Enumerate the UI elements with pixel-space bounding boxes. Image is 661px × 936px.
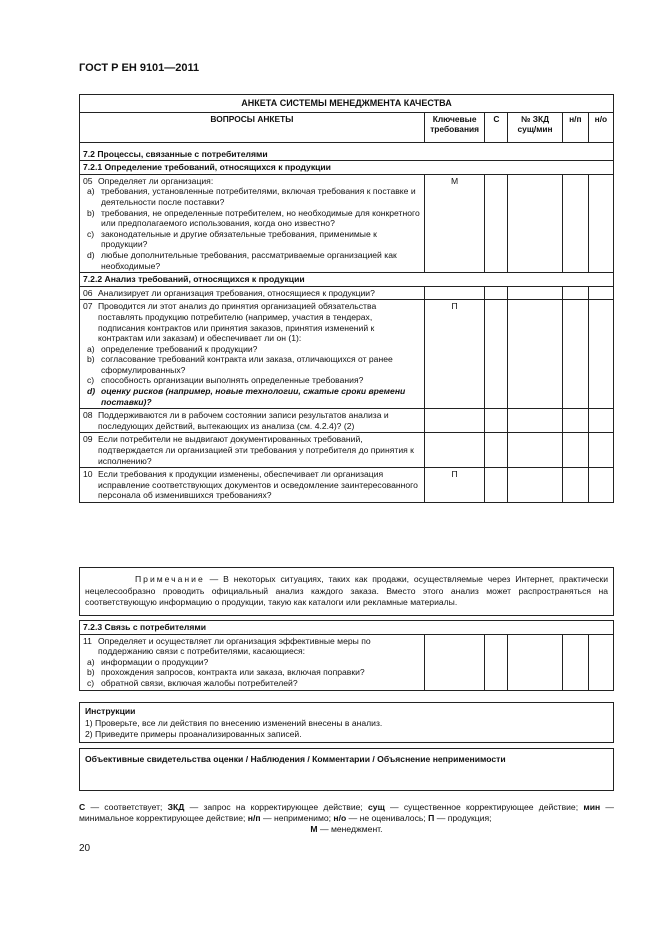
legend-text: — не оценивалось; [346,813,429,823]
np-cell[interactable] [562,409,588,433]
question-number: 06 [83,287,93,298]
question-cell [80,286,425,300]
questionnaire-table [79,94,614,503]
question-text: Поддерживаются ли в рабочем состоянии записи результатов анализа и последующих действий, вытекающих из анализа (см. 4.2.4)? (2) [98,410,389,431]
instructions-title: Инструкции [85,706,136,716]
item-label: d) [87,249,95,260]
evidence-title: Объективные свидетельства оценки / Наблюдения / Комментарии / Объяснение неприменимости [85,754,506,764]
key-requirement-cell: М [424,174,485,272]
instruction-item: 2) Приведите примеры проанализированных записей. [85,729,302,739]
item-label: a) [87,656,95,667]
zkd-cell[interactable] [508,286,562,300]
item-text: согласование требований контракта или заказа, отличающихся от ранее сформулированных? [101,354,393,375]
item-text: требования, установленные потребителями, включая требования к поставке и деятельности после поставки? [101,186,416,207]
question-number: 07 [83,301,93,312]
key-requirement-cell: П [424,300,485,409]
zkd-cell[interactable] [508,634,562,690]
item-text: определение требований к продукции? [101,343,258,354]
table-row [80,174,614,272]
zkd-cell[interactable] [508,409,562,433]
question-number: 11 [83,635,92,646]
section-heading: 7.2.3 Связь с потребителями [80,621,614,635]
question-text: Если требования к продукции изменены, обеспечивает ли организация исправление соответствующих документов и осведомление заинтересованного персонала об изменившихся требованиях? [98,469,418,501]
legend-text: — запрос на корректирующее действие; [184,802,369,812]
question-cell [80,174,425,272]
section-heading: 7.2.1 Определение требований, относящихся к продукции [80,161,614,175]
c-cell[interactable] [485,286,508,300]
section-heading: 7.2 Процессы, связанные с потребителями [80,142,614,161]
legend-text: — соответствует; [85,802,168,812]
key-requirement-cell [424,286,485,300]
question-cell [80,300,425,409]
table-row [80,286,614,300]
c-cell[interactable] [485,468,508,503]
table-row [80,468,614,503]
note-label: Примечание [135,574,205,584]
item-label: a) [87,186,95,197]
item-text: прохождения запросов, контракта или заказа, включая поправки? [101,667,365,678]
legend-key: н/п [247,813,261,823]
np-cell[interactable] [562,286,588,300]
np-cell[interactable] [562,433,588,468]
question-number: 05 [83,175,93,186]
question-cell [80,634,425,690]
note-box [79,567,614,616]
table-row [80,634,614,690]
no-cell[interactable] [588,300,613,409]
question-number: 09 [83,434,93,445]
item-label: b) [87,354,95,365]
item-label: b) [87,667,95,678]
question-text: Проводится ли этот анализ до принятия организацией обязательства поставлять продукцию потребителю (например, участия в тендерах, подписания контрактов или принятия заказов, принятия изменений к контрактам или заказам) и обеспечивает ли он (1): [98,301,377,344]
c-cell[interactable] [485,174,508,272]
item-label: d) [87,386,96,397]
col-np: н/п [562,112,588,142]
legend-key: М [310,824,318,834]
key-requirement-cell: П [424,468,485,503]
item-label: c) [87,375,95,386]
communication-table [79,620,614,691]
col-c: С [485,112,508,142]
legend-text: — продукция; [434,813,492,823]
col-questions: ВОПРОСЫ АНКЕТЫ [80,112,425,142]
col-zkd: № ЗКД сущ/мин [508,112,562,142]
legend-text: — менеджмент. [317,824,383,834]
legend-key: мин [583,802,601,812]
instruction-item: 1) Проверьте, все ли действия по внесению изменений внесены в анализ. [85,717,383,728]
question-cell [80,433,425,468]
key-requirement-cell [424,433,485,468]
no-cell[interactable] [588,468,613,503]
item-text: обратной связи, включая жалобы потребителей? [101,677,298,688]
np-cell[interactable] [562,174,588,272]
legend-key: П [428,813,435,823]
question-number: 10 [83,469,93,480]
zkd-cell[interactable] [508,174,562,272]
c-cell[interactable] [485,409,508,433]
item-text: любые дополнительные требования, рассматриваемые организацией как необходимые? [101,249,397,271]
question-text: Анализирует ли организация требования, относящиеся к продукции? [98,287,375,298]
section-heading: 7.2.2 Анализ требований, относящихся к продукции [80,273,614,287]
legend-key: н/о [333,813,347,823]
legend-key: сущ [368,802,385,812]
key-requirement-cell [424,634,485,690]
table-row [80,433,614,468]
zkd-cell[interactable] [508,433,562,468]
c-cell[interactable] [485,300,508,409]
item-label: b) [87,207,95,218]
no-cell[interactable] [588,634,613,690]
question-text: Определяет и осуществляет ли организация эффективные меры по поддержанию связи с потребителями, касающиеся: [98,635,371,657]
item-text: оценку рисков (например, новые технологии, сжатые сроки времени поставки)? [101,386,406,407]
no-cell[interactable] [588,409,613,433]
zkd-cell[interactable] [508,468,562,503]
table-row [80,300,614,409]
item-text: способность организации выполнять определенные требования? [101,375,364,386]
document-header: ГОСТ Р ЕН 9101—2011 [79,62,200,74]
table-row [80,409,614,433]
question-text: Определяет ли организация: [98,175,214,186]
question-cell [80,409,425,433]
evidence-box[interactable] [79,748,614,791]
c-cell[interactable] [485,634,508,690]
item-text: законодательные и другие обязательные требования, применимые к продукции? [101,228,377,250]
item-label: c) [87,228,95,239]
page-number: 20 [79,843,91,854]
no-cell[interactable] [588,286,613,300]
item-text: требования, не определенные потребителем, но необходимые для конкретного или предполагаемого использования, когда оно известно? [101,207,420,229]
legend-text: — неприменимо; [260,813,334,823]
no-cell[interactable] [588,174,613,272]
question-number: 08 [83,410,93,421]
legend [79,802,614,835]
key-requirement-cell [424,409,485,433]
c-cell[interactable] [485,433,508,468]
np-cell[interactable] [562,468,588,503]
col-key-requirements: Ключевые требования [424,112,485,142]
legend-key: ЗКД [167,802,185,812]
zkd-cell[interactable] [508,300,562,409]
item-label: a) [87,343,95,354]
instructions-box [79,702,614,743]
np-cell[interactable] [562,634,588,690]
item-text: информации о продукции? [101,656,209,667]
legend-text: — существенное корректирующее действие; [384,802,584,812]
no-cell[interactable] [588,433,613,468]
col-no: н/о [588,112,613,142]
legend-text: — минимальное корректирующее действие; [79,802,615,823]
table-title: АНКЕТА СИСТЕМЫ МЕНЕДЖМЕНТА КАЧЕСТВА [80,95,614,113]
question-text: Если потребители не выдвигают документированных требований, подтверждается ли организацией эти требования у потребителя до принятия к исполнению? [98,434,414,466]
item-label: c) [87,677,95,688]
legend-key: С [79,802,86,812]
question-cell [80,468,425,503]
note-text: — В некоторых ситуациях, таких как продажи, осуществляемые через Интернет, практически нецелесообразно проводить официальный анализ каждого заказа. Вместо этого анализ может распространяться на соответствующую информацию о продукции, такую как каталоги или рекламные материалы. [85,574,608,607]
np-cell[interactable] [562,300,588,409]
